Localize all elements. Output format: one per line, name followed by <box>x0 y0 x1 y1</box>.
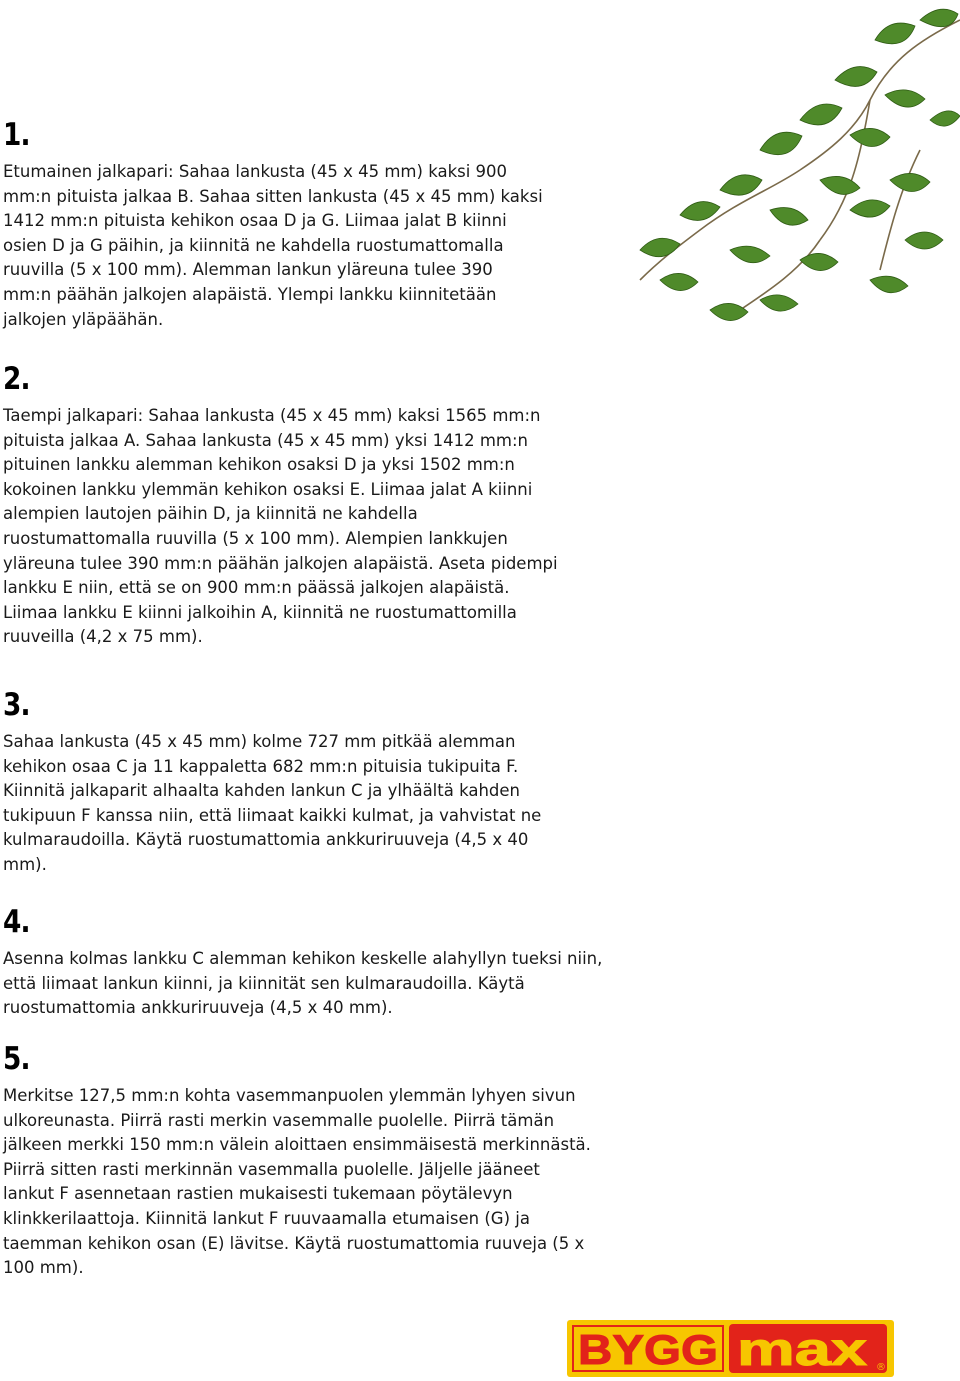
birch-leaves-icon <box>620 0 960 350</box>
logo-text-max: max <box>737 1323 868 1375</box>
step-text: Etumainen jalkapari: Sahaa lankusta (45 x 45 mm) kaksi 900 mm:n pituista jalkaa B. Sahaa sitten lankusta (45 x 45 mm) kaksi 1412 mm:n pituista kehikon osaa D ja G. Liimaa jalat B kiinni osien D ja G päihin, ja kiinnitä ne kahdella ruostumattomalla ruuvilla (5 x 100 mm). Alemman lankun yläreuna tulee 390 mm:n päähän jalkojen alapäistä. Ylempi lankku kiinnitetään jalkojen yläpäähän. <box>3 162 543 329</box>
step-5 <box>3 1042 613 1281</box>
step-4 <box>3 905 613 1021</box>
step-text: Merkitse 127,5 mm:n kohta vasemmanpuolen ylemmän lyhyen sivun ulkoreunasta. Piirrä rasti merkin vasemmalle puolelle. Piirrä tämän jälkeen merkki 150 mm:n välein aloittaen ensimmäisestä merkinnästä. Piirrä sitten rasti merkinnän vasemmalla puolelle. Jäljelle jääneet lankut F asennetaan rastien mukaisesti tukemaan pöytälevyn klinkkerilaattoja. Kiinnitä lankut F ruuvaamalla etumaisen (G) ja taemman kehikon osan (E) lävitse. Käytä ruostumattomia ruuveja (5 x 100 mm). <box>3 1086 591 1278</box>
step-2 <box>3 362 613 650</box>
step-1 <box>3 118 613 332</box>
step-number: 4. <box>3 904 30 940</box>
logo-text-bygg: BYGG <box>578 1326 718 1373</box>
step-text: Taempi jalkapari: Sahaa lankusta (45 x 45 mm) kaksi 1565 mm:n pituista jalkaa A. Sahaa lankusta (45 x 45 mm) yksi 1412 mm:n pituinen lankku alemman kehikon osaksi D ja yksi 1502 mm:n kokoinen lankku ylemmän kehikon osaksi E. Liimaa jalat A kiinni alempien lautojen päihin D, ja kiinnitä ne kahdella ruostumattomalla ruuvilla (5 x 100 mm). Alempien lankkujen yläreuna tulee 390 mm:n päähän jalkojen alapäistä. Aseta pidempi lankku E niin, että se on 900 mm:n päässä jalkojen alapäistä. Liimaa lankku E kiinni jalkoihin A, kiinnitä ne ruostumattomilla ruuveilla (4,2 x 75 mm). <box>3 406 558 647</box>
step-number: 5. <box>3 1041 30 1077</box>
registered-mark: ® <box>876 1362 886 1373</box>
step-number: 1. <box>3 117 30 153</box>
step-number: 3. <box>3 687 30 723</box>
step-number: 2. <box>3 361 30 397</box>
step-3 <box>3 688 613 878</box>
byggmax-logo <box>567 1320 894 1377</box>
step-text: Asenna kolmas lankku C alemman kehikon keskelle alahyllyn tueksi niin, että liimaat lankun kiinni, ja kiinnität sen kulmaraudoilla. Käytä ruostumattomia ankkuriruuveja (4,5 x 40 mm). <box>3 949 603 1018</box>
step-text: Sahaa lankusta (45 x 45 mm) kolme 727 mm pitkää alemman kehikon osaa C ja 11 kappaletta 682 mm:n pituisia tukipuita F. Kiinnitä jalkaparit alhaalta kahden lankun C ja ylhäältä kahden tukipuun F kanssa niin, että liimaat kaikki kulmat, ja vahvistat ne kulmaraudoilla. Käytä ruostumattomia ankkuriruuveja (4,5 x 40 mm). <box>3 732 542 874</box>
